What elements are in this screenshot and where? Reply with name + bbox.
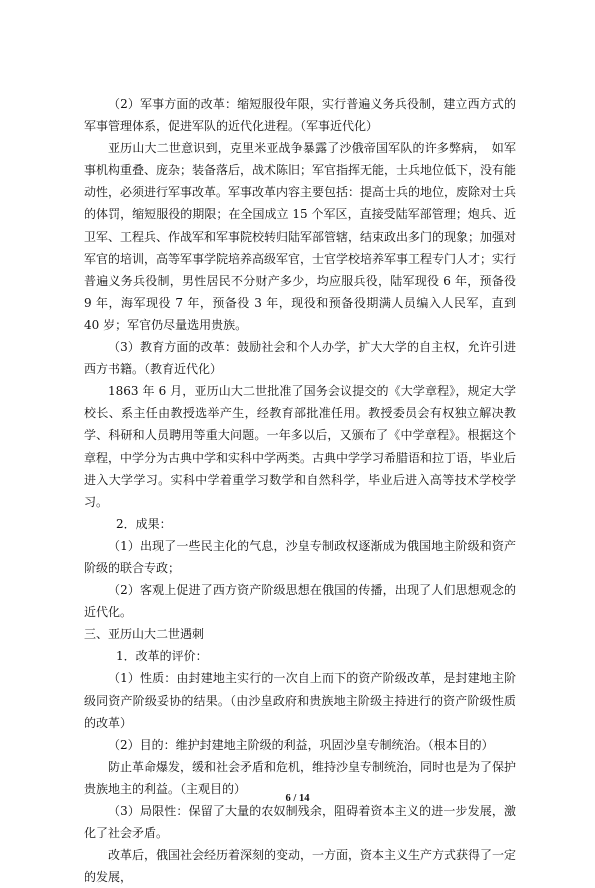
heading-results: 2．成果：	[116, 516, 172, 531]
paragraph-purpose: （2）目的：维护封建地主阶级的利益，巩固沙皇专制统治。（根本目的）	[108, 737, 494, 752]
paragraph-education-details: 1863 年 6 月，亚历山大二世批准了国务会议提交的《大学章程》，规定大学校长、系主任由教授选举产生，经教育部批准任用。教授委员会有权独立解决教学、科研和人员聘用等重大问题。一年多以后，又颁布了《中学章程》。根据这个章程，中学分为古典中学和实科中学两类。古典中学学习希腊语和拉丁语，毕业后进入大学学习。实科中学着重学习数学和自然科学，毕业后进入高等技术学校学习。	[84, 384, 517, 509]
paragraph-nature: （1）性质：由封建地主实行的一次自上而下的资产阶级改革，是封建地主阶级同资产阶级妥协的结果。（由沙皇政府和贵族地主阶级主持进行的资产阶级性质的改革）	[84, 671, 516, 730]
paragraph-education-reform: （3）教育方面的改革：鼓励社会和个人办学，扩大大学的自主权，允许引进西方书籍。（教育近代化）	[84, 340, 516, 377]
section-heading-assassination: 三、亚历山大二世遇刺	[84, 627, 205, 642]
paragraph-military-details: 亚历山大二世意识到，克里米亚战争暴露了沙俄帝国军队的许多弊病， 如军事机构重叠、庞杂；装备落后，战术陈旧；军官指挥无能，士兵地位低下，没有能动性，必须进行军事改革。军事改革内容主要包括：提高士兵的地位，废除对士兵的体罚，缩短服役的期限；在全国成立 15 个军区，直接受陆军部管理；炮兵、近卫军、工程兵、作战军和军事院校转归陆军部管辖，结束政出多门的现象；加强对军官的培训，高等军事学院培养高级军官，士官学校培养军事工程专门人才；实行普遍义务兵役制，男性居民不分财产多少，均应服兵役，陆军现役 6 年，预备役 9 年，海军现役 7 年，预备役 3 年，现役和预备役期满人员编入人民军，直到 40 岁；军官仍尽量选用贵族。	[84, 141, 517, 332]
paragraph-subjective-purpose: 防止革命爆发，缓和社会矛盾和危机，维持沙皇专制统治，同时也是为了保护贵族地主的利益。（主观目的）	[84, 759, 517, 796]
paragraph-result-2: （2）客观上促进了西方资产阶级思想在俄国的传播，出现了人们思想观念的近代化。	[84, 583, 516, 620]
paragraph-military-reform: （2）军事方面的改革：缩短服役年限，实行普遍义务兵役制，建立西方式的军事管理体系，促进军队的近代化进程。（军事近代化）	[84, 97, 516, 134]
paragraph-limitations: （3）局限性：保留了大量的农奴制残余，阻碍着资本主义的进一步发展，激化了社会矛盾。	[84, 804, 516, 841]
paragraph-result-1: （1）出现了一些民主化的气息，沙皇专制政权逐渐成为俄国地主阶级和资产阶级的联合专政；	[84, 538, 516, 575]
page-number: 6 / 14	[285, 793, 310, 804]
paragraph-after-reform: 改革后，俄国社会经历着深刻的变动，一方面，资本主义生产方式获得了一定的发展，	[84, 848, 517, 885]
body-text	[84, 93, 516, 888]
heading-evaluation: 1．改革的评价：	[116, 649, 208, 664]
